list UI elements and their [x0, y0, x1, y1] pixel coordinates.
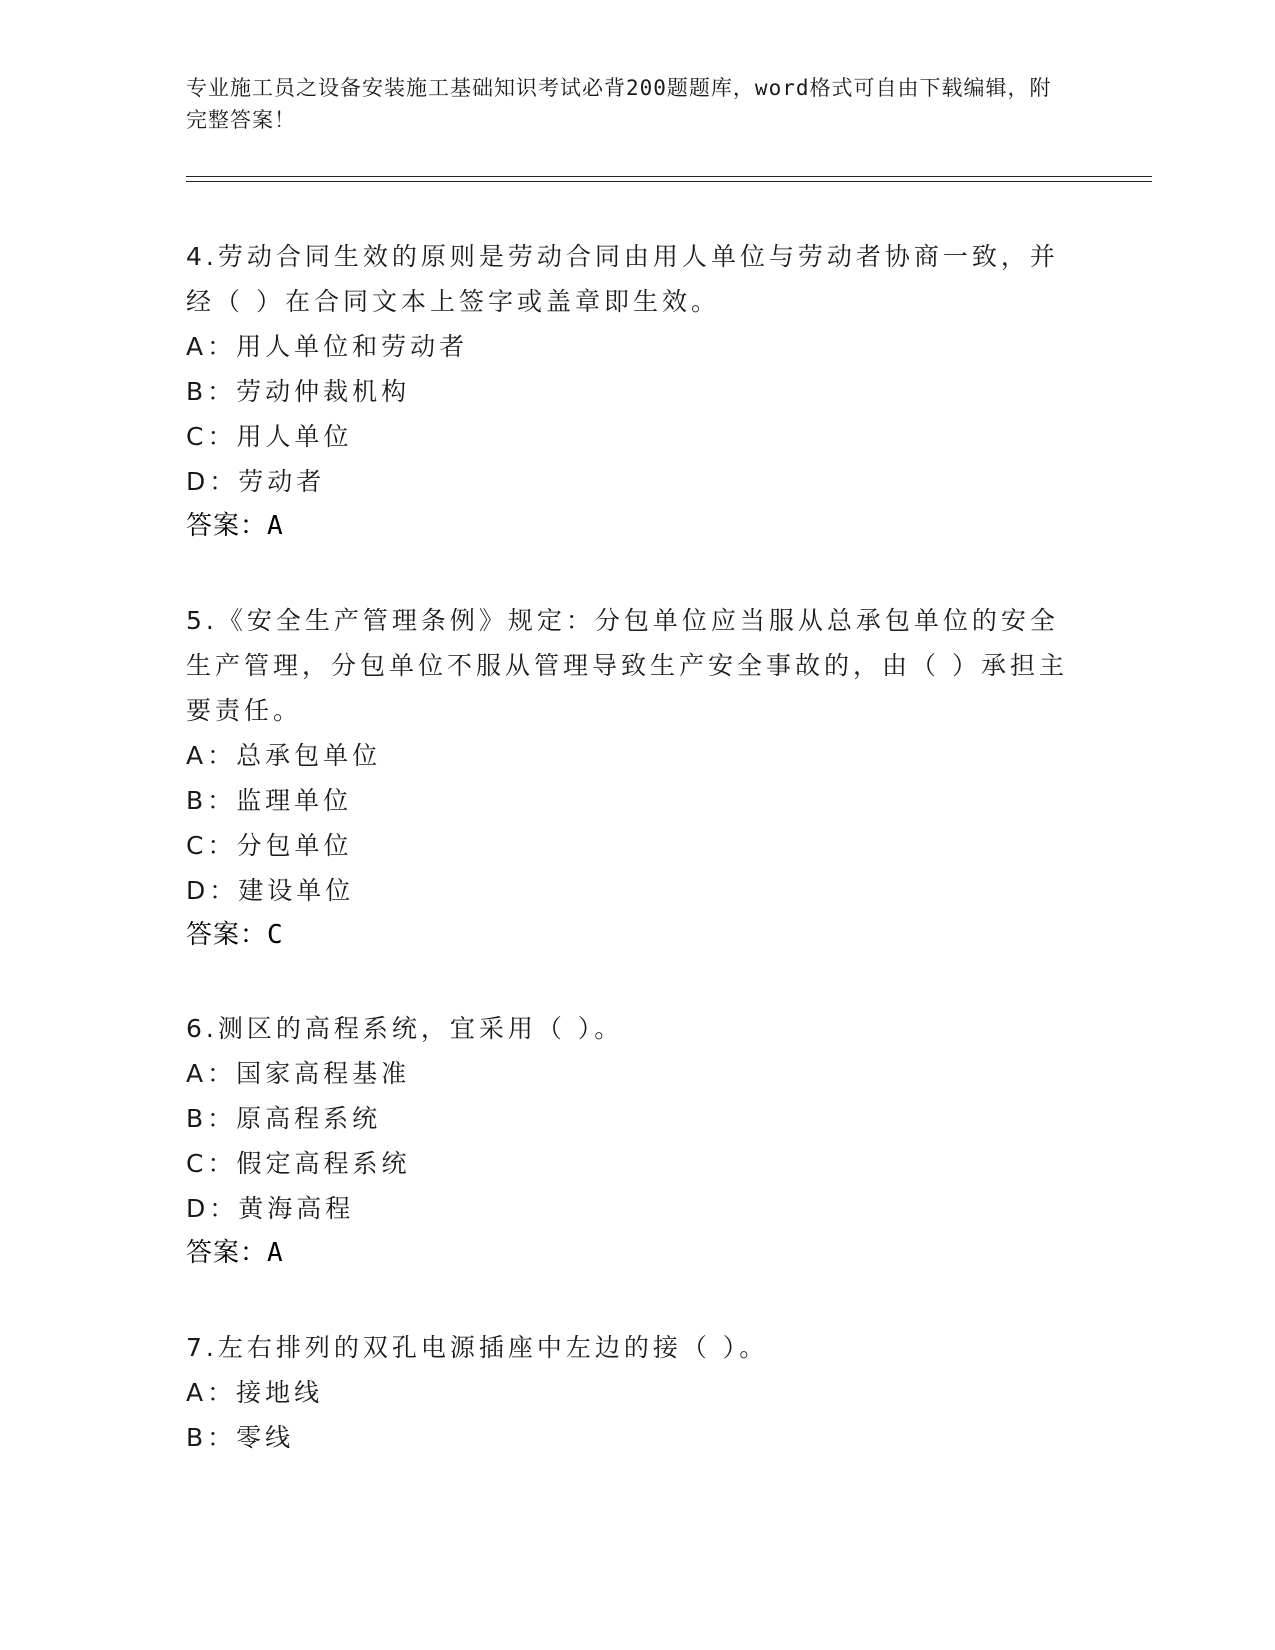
question-5	[186, 598, 1086, 958]
option-d: D：建设单位	[186, 876, 355, 905]
option-a: A：国家高程基准	[186, 1059, 411, 1088]
option-c: C：假定高程系统	[186, 1149, 411, 1178]
option-c: C：分包单位	[186, 831, 353, 860]
option-a: A：用人单位和劳动者	[186, 332, 469, 361]
header-divider-bottom	[186, 181, 1152, 182]
question-stem: 5.《安全生产管理条例》规定：分包单位应当服从总承包单位的安全生产管理，分包单位不服从管理导致生产安全事故的，由（ ）承担主要责任。	[186, 606, 1068, 725]
option-a: A：总承包单位	[186, 741, 382, 770]
option-c: C：用人单位	[186, 422, 353, 451]
question-stem: 6.测区的高程系统，宜采用（ ）。	[186, 1014, 624, 1043]
question-stem: 7.左右排列的双孔电源插座中左边的接（ ）。	[186, 1333, 769, 1362]
document-header: 专业施工员之设备安装施工基础知识考试必背200题题库，word格式可自由下载编辑，附完整答案！	[186, 76, 1052, 132]
question-stem: 4.劳动合同生效的原则是劳动合同由用人单位与劳动者协商一致，并经（ ）在合同文本上签字或盖章即生效。	[186, 242, 1059, 316]
answer: 答案：C	[186, 920, 284, 950]
header-divider-top	[186, 176, 1152, 177]
question-7	[186, 1325, 1086, 1460]
option-d: D：黄海高程	[186, 1194, 355, 1223]
option-b: B：劳动仲裁机构	[186, 377, 411, 406]
option-d: D：劳动者	[186, 467, 326, 496]
option-a: A：接地线	[186, 1378, 324, 1407]
option-b: B：监理单位	[186, 786, 353, 815]
answer: 答案：A	[186, 511, 284, 541]
question-4	[186, 234, 1086, 549]
option-b: B：原高程系统	[186, 1104, 382, 1133]
option-b: B：零线	[186, 1423, 295, 1452]
question-6	[186, 1006, 1086, 1276]
answer: 答案：A	[186, 1238, 284, 1268]
